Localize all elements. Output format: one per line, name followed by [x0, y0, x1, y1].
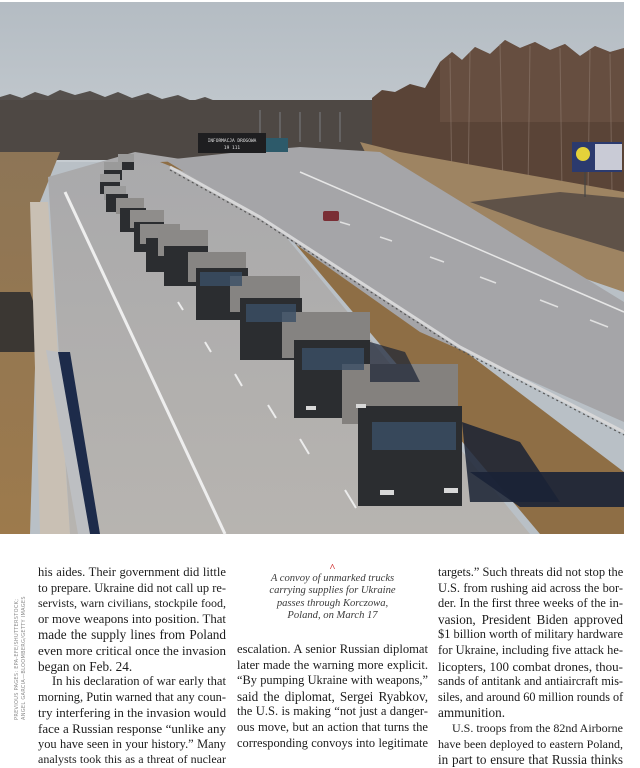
- text-line: his aides. Their government did little: [38, 565, 226, 579]
- text-line: sands of antitank and antiaircraft mis-: [438, 674, 623, 689]
- text-line: escalation. A senior Russian diplomat: [237, 642, 428, 656]
- text-line: morning, Putin warned that any coun-: [38, 689, 226, 704]
- svg-text:19 111: 19 111: [223, 146, 241, 151]
- photo-credit-line-1: PREVIOUS PAGES: EPA-EFE/SHUTTERSTOCK;: [14, 598, 20, 720]
- article-paragraph: [237, 642, 428, 751]
- caret-up-icon: ^: [329, 562, 336, 574]
- text-line: U.S. from rushing aid across the bor-: [438, 580, 623, 595]
- text-line: the U.S. is making “not just a danger-: [237, 704, 428, 719]
- text-line: even more critical once the invasion: [38, 642, 227, 658]
- photo-credit-line-2: ANGEL GARCIA—BLOOMBERG/GETTY IMAGES: [20, 596, 27, 720]
- article-column-3: [438, 565, 623, 768]
- text-line: try interfering in the invasion would: [38, 705, 227, 721]
- text-line: analysts took this as a threat of nuclear: [38, 752, 226, 767]
- text-line: face a Russian response “unlike any: [38, 720, 226, 736]
- text-line: ous move, but an action that turns the: [237, 719, 428, 734]
- text-line: ammunition.: [438, 705, 506, 721]
- text-line: began on Feb. 24.: [38, 658, 133, 674]
- red-car: [323, 211, 339, 221]
- caption-line: carrying supplies for Ukraine: [269, 585, 396, 597]
- text-line: siles, and around 60 million rounds of: [438, 689, 624, 704]
- text-line: to prepare. Ukraine did not call up re-: [38, 580, 226, 595]
- text-line: $1 billion worth of military hardware: [438, 627, 623, 642]
- text-line: vasion, President Biden approved: [438, 611, 623, 627]
- text-line: or move weapons into position. That: [38, 611, 226, 626]
- article-column-2: [237, 642, 428, 751]
- caption-line: A convoy of unmarked trucks: [270, 573, 395, 584]
- text-line: in part to ensure that Russia thinks: [438, 752, 623, 768]
- text-line: der. In the first three weeks of the in-: [438, 596, 623, 611]
- text-line: In his declaration of war early that: [52, 674, 226, 689]
- text-line: have been deployed to eastern Poland,: [438, 736, 623, 751]
- text-line: later made the warning more explicit.: [237, 657, 428, 672]
- article-paragraph: [38, 565, 226, 674]
- text-line: U.S. troops from the 82nd Airborne: [452, 720, 623, 735]
- caption-line: passes through Korczowa,: [276, 597, 389, 609]
- text-line: “By pumping Ukraine with weapons,”: [237, 673, 428, 688]
- caption-line: Poland, on March 17: [287, 610, 378, 622]
- text-line: licopters, 100 combat drones, thou-: [438, 658, 623, 674]
- article-paragraph: [38, 674, 226, 768]
- article-paragraph: [438, 565, 623, 721]
- text-line: you have seen in your history.” Many: [38, 736, 226, 751]
- convoy-photo: [0, 2, 624, 534]
- article-column-1: [38, 565, 226, 768]
- text-line: said the diplomat, Sergei Ryabkov,: [237, 688, 428, 704]
- text-line: servists, warn civilians, stockpile food,: [38, 596, 226, 611]
- article-paragraph: [438, 721, 623, 768]
- photo-caption: [237, 564, 428, 623]
- text-line: targets.” Such threats did not stop the: [438, 565, 624, 579]
- svg-text:INFORMACJA DROGOWA: INFORMACJA DROGOWA: [207, 139, 257, 144]
- convoy-photo-illustration: [0, 2, 624, 534]
- photo-credit: [14, 596, 27, 720]
- text-line: for Ukraine, including five attack he-: [438, 642, 623, 657]
- text-line: made the supply lines from Poland: [38, 627, 226, 643]
- text-line: corresponding convoys into legitimate: [237, 735, 428, 750]
